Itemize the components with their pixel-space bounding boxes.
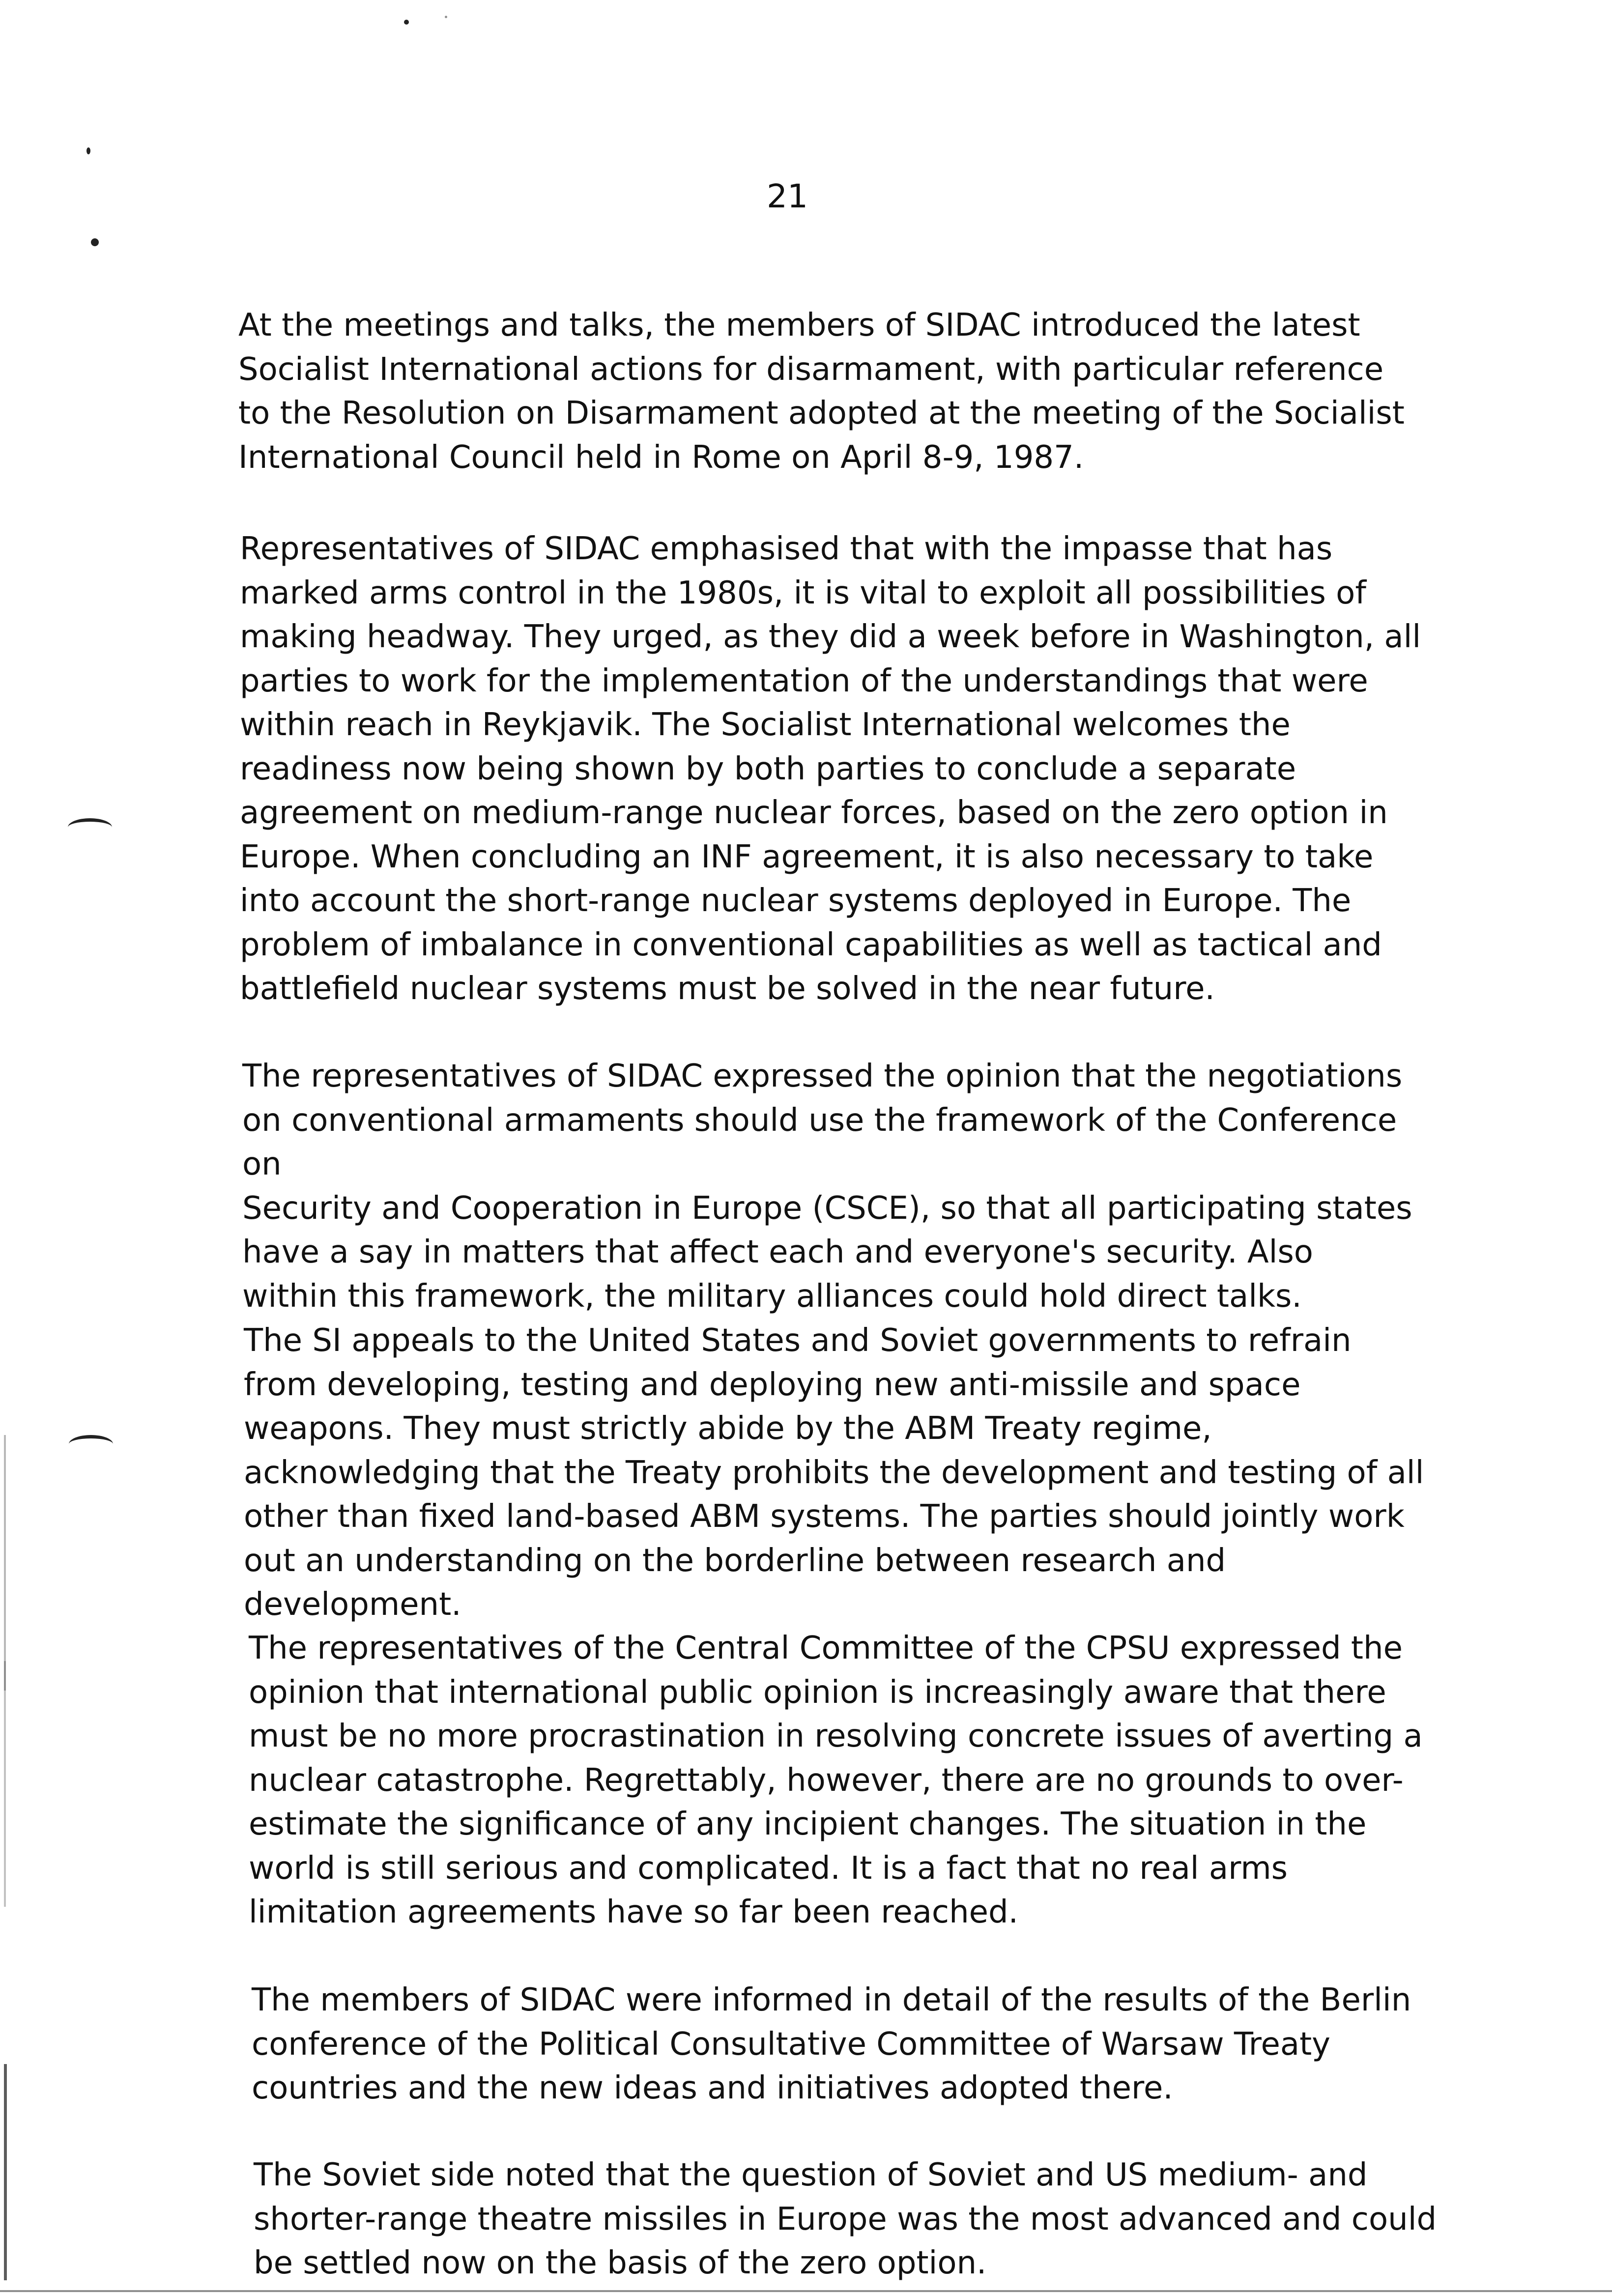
paragraph-conventional-armaments: The representatives of SIDAC expressed the opinion that the negotiations on conventional armaments should use the framework of the Conference on Security and Cooperation in Europe (CSCE), so that all participating states have a say in matters that affect each and everyone's security. Also within this framework, the military alliances could hold direct talks. [242, 1058, 1412, 1315]
paragraph-sidac-introduction: At the meetings and talks, the members of SIDAC introduced the latest Socialist International actions for disarmament, with particular reference to the Resolution on Disarmament adopted at the meeting of the Socialist International Council held in Rome on April 8-9, 1987. [238, 307, 1405, 476]
scan-edge-line [4, 2064, 7, 2280]
scan-edge-line [4, 1435, 6, 1691]
scan-bottom-rule [0, 2290, 1612, 2292]
paragraph-arms-control-impasse: Representatives of SIDAC emphasised that with the impasse that has marked arms control in the 1980s, it is vital to exploit all possibilities of making headway. They urged, as they did a week before in Washington, all parties to work for the implementation of the understandings that were within reach in Reykjavik. The Socialist International welcomes the readiness now being shown by both parties to conclude a separate agreement on medium-range nuclear forces, based on the zero option in Europe. When concluding an INF agreement, it is also necessary to take into account the short-range nuclear systems deployed in Europe. The problem of imbalance in conventional capabilities as well as tactical and battlefield nuclear systems must be solved in the near future. [240, 531, 1421, 1007]
paragraph-abm-treaty: The SI appeals to the United States and Soviet governments to refrain from developing, testing and deploying new anti-missile and space weapons. They must strictly abide by the ABM Treaty regime, acknowledging that the Treaty prohibits the development and testing of all other than fixed land-based ABM systems. The parties should jointly work out an understanding on the borderline between research and development. [244, 1322, 1424, 1623]
scan-speck [91, 238, 99, 246]
page-number: 21 [767, 177, 808, 215]
paragraph-cpsu-opinion: The representatives of the Central Committee of the CPSU expressed the opinion that international public opinion is increasingly aware that there must be no more procrastination in resolving concrete issues of averting a nuclear catastrophe. Regrettably, however, there are no grounds to over- estimate the significance of any incipient changes. The situation in the world is still serious and complicated. It is a fact that no real arms limitation agreements have so far been reached. [249, 1630, 1423, 1930]
paragraph-berlin-conference: The members of SIDAC were informed in detail of the results of the Berlin conference of the Political Consultative Committee of Warsaw Treaty countries and the new ideas and initiatives adopted there. [252, 1982, 1411, 2106]
scan-speck [86, 147, 90, 154]
paragraph-zero-option: The Soviet side noted that the question of Soviet and US medium- and shorter-range theatre missiles in Europe was the most advanced and could be settled now on the basis of the zero option. [254, 2157, 1437, 2281]
scan-speck [445, 16, 447, 18]
scan-mark [68, 818, 112, 836]
scan-edge-line [4, 1661, 6, 1907]
scan-mark [69, 1435, 113, 1453]
scan-speck [404, 20, 409, 25]
